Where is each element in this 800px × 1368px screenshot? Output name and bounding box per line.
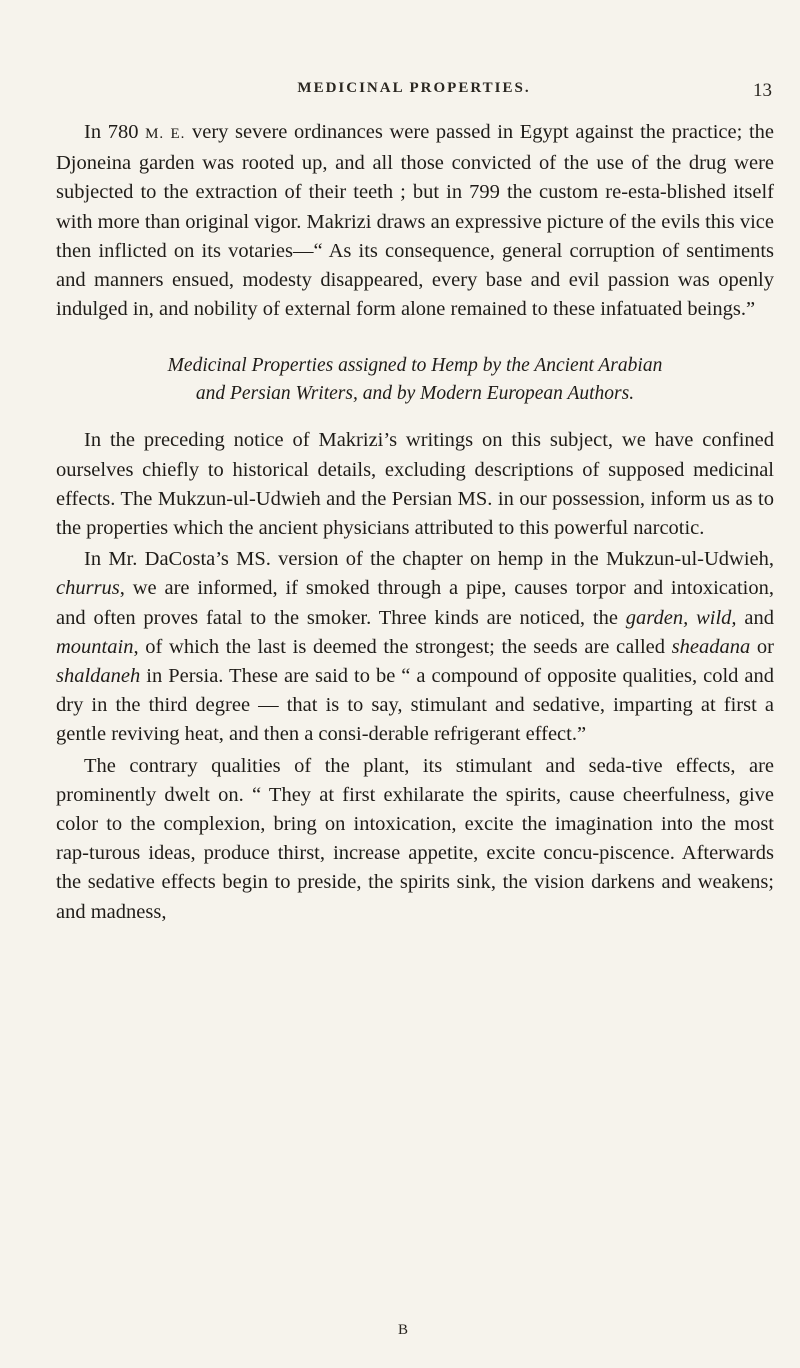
heading-line-1: Medicinal Properties assigned to Hemp by the Ancient Arabian [167,355,663,377]
paragraph-4: The contrary qualities of the plant, its stimulant and seda-tive effects, are prominently dwelt on. “ They at first exhilarate the spirits, cause cheerfulness, give color to the complexion, bring on intoxication, excite the imagination into the most rap-turous ideas, produce thirst, increase appetite, excite concu-piscence. Afterwards the sedative effects begin to preside, the spirits sink, the vision darkens and weakens; and madness, [56,754,774,923]
p1-pre: In 780 [84,121,146,143]
signature-mark: B [398,1322,409,1338]
p3-e: and [736,606,774,629]
p3-h: sheadana [671,635,751,658]
p1-post: very severe ordinances were passed in Egypt against the practice; the Djoneina garden was rooted up, and all those convicted of the use of the drug were subjected to the extraction of their teeth ; but in 799 the custom re-esta-blished itself with more than original vigor. Makrizi draws an expressive picture of the evils this vice then inflicted on its votaries—“ As its consequence, general corruption of sentiments and manners ensued, modesty disappeared, every base and evil passion was openly indulged in, and nobility of external form alone remained to these infatuated beings.” [56,121,775,321]
p3-d: garden, wild, [625,606,737,629]
heading-line-2: and Persian Writers, and by Modern European Authors. [195,383,635,405]
p3-f: mountain [56,635,134,658]
body-text [56,118,774,927]
page-number: 13 [753,80,772,101]
paragraph-1 [56,118,774,324]
p3-c: , we are informed, if smoked through a pipe, causes torpor and intoxication, and often proves fatal to the smoker. Three kinds are noticed, the [56,577,774,629]
paragraph-3 [56,545,774,749]
running-title: MEDICINAL PROPERTIES. [297,80,531,96]
p1-era: M. E. [145,126,186,142]
section-heading [56,352,774,408]
p3-b: churrus [56,577,120,600]
p3-k: in Persia. These are said to be “ a compound of opposite qualities, cold and dry in the third degree — that is to say, stimulant and sedative, imparting at first a gentle reviving heat, and then a consi-derable refrigerant effect.” [56,665,774,746]
running-head [56,80,772,102]
p3-a: In Mr. DaCosta’s MS. version of the chapter on hemp in the Mukzun-ul-Udwieh, [84,548,774,571]
p3-g: , of which the last is deemed the strongest; the seeds are called [133,635,672,658]
paragraph-2: In the preceding notice of Makrizi’s writings on this subject, we have confined ourselves chiefly to historical details, excluding descriptions of supposed medicinal effects. The Mukzun-ul-Udwieh and the Persian MS. in our possession, inform us as to the properties which the ancient physicians attributed to this powerful narcotic. [56,429,774,540]
p3-i: or [750,635,775,658]
p3-j: shaldaneh [56,665,141,688]
